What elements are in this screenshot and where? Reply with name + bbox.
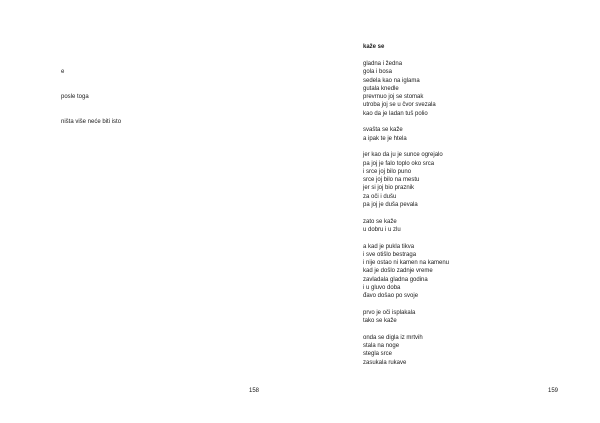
text-line: ništa više neće biti isto	[61, 118, 122, 125]
poem-line: i srce joj bilo puno	[363, 168, 412, 175]
poem-line: utroba joj se u čvor svezala	[363, 102, 436, 109]
poem-line: stala na noge	[363, 343, 400, 350]
stanza	[363, 60, 449, 118]
stanza	[363, 309, 449, 326]
text-line: e	[61, 69, 65, 76]
left-page-text	[61, 52, 121, 142]
poem-line: a kad je pukla tikva	[363, 243, 415, 250]
poem-line: tako se kaže	[363, 318, 397, 325]
poem-line: zato se kaže	[363, 218, 397, 225]
poem-line: stegla srce	[363, 351, 393, 358]
poem-line: zasukala rukave	[363, 359, 407, 366]
stanza	[363, 151, 449, 209]
poem-line: u dobru i u zlu	[363, 226, 401, 233]
poem-line: a ipak te je htela	[363, 135, 407, 142]
poem-title: kaže se	[363, 44, 385, 50]
poem-line: pa joj je falo toplo oko srca	[363, 160, 435, 167]
poem-line: kad je došlo zadnje vreme	[363, 268, 433, 275]
text-line: posle toga	[61, 94, 89, 100]
poem-line: pa joj je duša pevala	[363, 202, 418, 209]
poem-line: prvo je oči isplakala	[363, 309, 416, 316]
poem-line: onda se digla iz mrtvih	[363, 334, 423, 341]
poem-body	[363, 60, 449, 367]
poem-line: i sve otišlo bestraga	[363, 251, 417, 258]
stanza	[363, 334, 449, 367]
poem-line: i u gluvo doba	[363, 285, 401, 292]
poem-line: za oči i dušu	[363, 193, 397, 200]
page-number: 159	[548, 388, 559, 394]
poem-line: jer si joj bio praznik	[363, 185, 415, 192]
poem-line: zavladala gladna godina	[363, 276, 428, 283]
right-page	[300, 0, 600, 423]
poem-line: gutala knedle	[363, 85, 399, 92]
stanza	[363, 243, 449, 301]
poem-line: gladna i žedna	[363, 61, 403, 67]
poem-line: sedela kao na iglama	[363, 77, 420, 84]
poem-line: kao da je ladan tuš polio	[363, 110, 428, 117]
poem-line: srce joj bilo na mestu	[363, 177, 420, 184]
stanza	[363, 126, 449, 143]
poem-line: prevrnuo joj se stomak	[363, 94, 424, 101]
poem-line: gola i bosa	[363, 69, 393, 76]
stanza	[363, 218, 449, 235]
page-number: 158	[249, 388, 260, 394]
poem-line: đavo došao po svoje	[363, 293, 419, 300]
poem-line: jer kao da ju je sunce ogrejalo	[363, 152, 443, 159]
poem-line: svašta se kaže	[363, 127, 403, 134]
poem-line: i nije ostao ni kamen na kamenu	[363, 260, 450, 267]
